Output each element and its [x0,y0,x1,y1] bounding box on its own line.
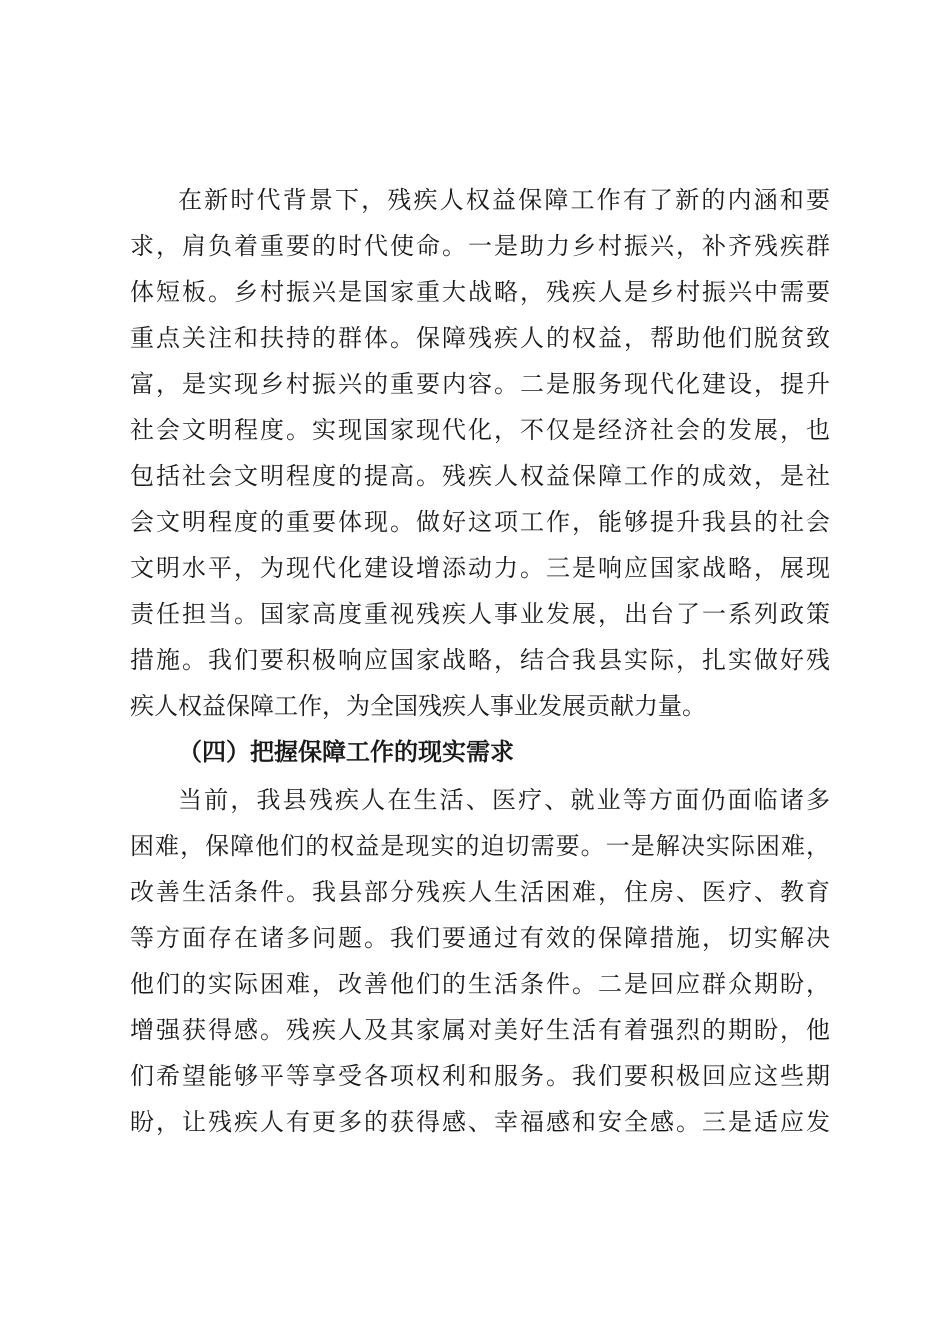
paragraph-line: 重点关注和扶持的群体。保障残疾人的权益，帮助他们脱贫致 [130,324,830,352]
paragraph-line: 他们的实际困难，改善他们的生活条件。二是回应群众期盼， [130,970,830,998]
paragraph-line: 措施。我们要积极响应国家战略，结合我县实际，扎实做好残 [130,646,830,674]
paragraph-line: 盼，让残疾人有更多的获得感、幸福感和安全感。三是适应发 [130,1108,830,1136]
paragraph-line: 包括社会文明程度的提高。残疾人权益保障工作的成效，是社 [130,462,830,490]
paragraph-line: 困难，保障他们的权益是现实的迫切需要。一是解决实际困难， [130,832,830,860]
paragraph-line: 文明水平，为现代化建设增添动力。三是响应国家战略，展现 [130,554,830,582]
paragraph-line: 会文明程度的重要体现。做好这项工作，能够提升我县的社会 [130,508,830,536]
paragraph-line: 疾人权益保障工作，为全国残疾人事业发展贡献力量。 [130,692,706,720]
paragraph-line: 在新时代背景下，残疾人权益保障工作有了新的内涵和要 [178,186,830,214]
section-heading: （四）把握保障工作的现实需求 [178,738,514,766]
paragraph-line: 当前，我县残疾人在生活、医疗、就业等方面仍面临诸多 [178,786,830,814]
paragraph-line: 富，是实现乡村振兴的重要内容。二是服务现代化建设，提升 [130,370,830,398]
paragraph-line: 求，肩负着重要的时代使命。一是助力乡村振兴，补齐残疾群 [130,232,830,260]
paragraph-line: 们希望能够平等享受各项权利和服务。我们要积极回应这些期 [130,1062,830,1090]
paragraph-line: 社会文明程度。实现国家现代化，不仅是经济社会的发展，也 [130,416,830,444]
paragraph-line: 等方面存在诸多问题。我们要通过有效的保障措施，切实解决 [130,924,830,952]
paragraph-line: 体短板。乡村振兴是国家重大战略，残疾人是乡村振兴中需要 [130,278,830,306]
paragraph-line: 责任担当。国家高度重视残疾人事业发展，出台了一系列政策 [130,600,830,628]
paragraph-line: 增强获得感。残疾人及其家属对美好生活有着强烈的期盼，他 [130,1016,830,1044]
paragraph-line: 改善生活条件。我县部分残疾人生活困难，住房、医疗、教育 [130,878,830,906]
